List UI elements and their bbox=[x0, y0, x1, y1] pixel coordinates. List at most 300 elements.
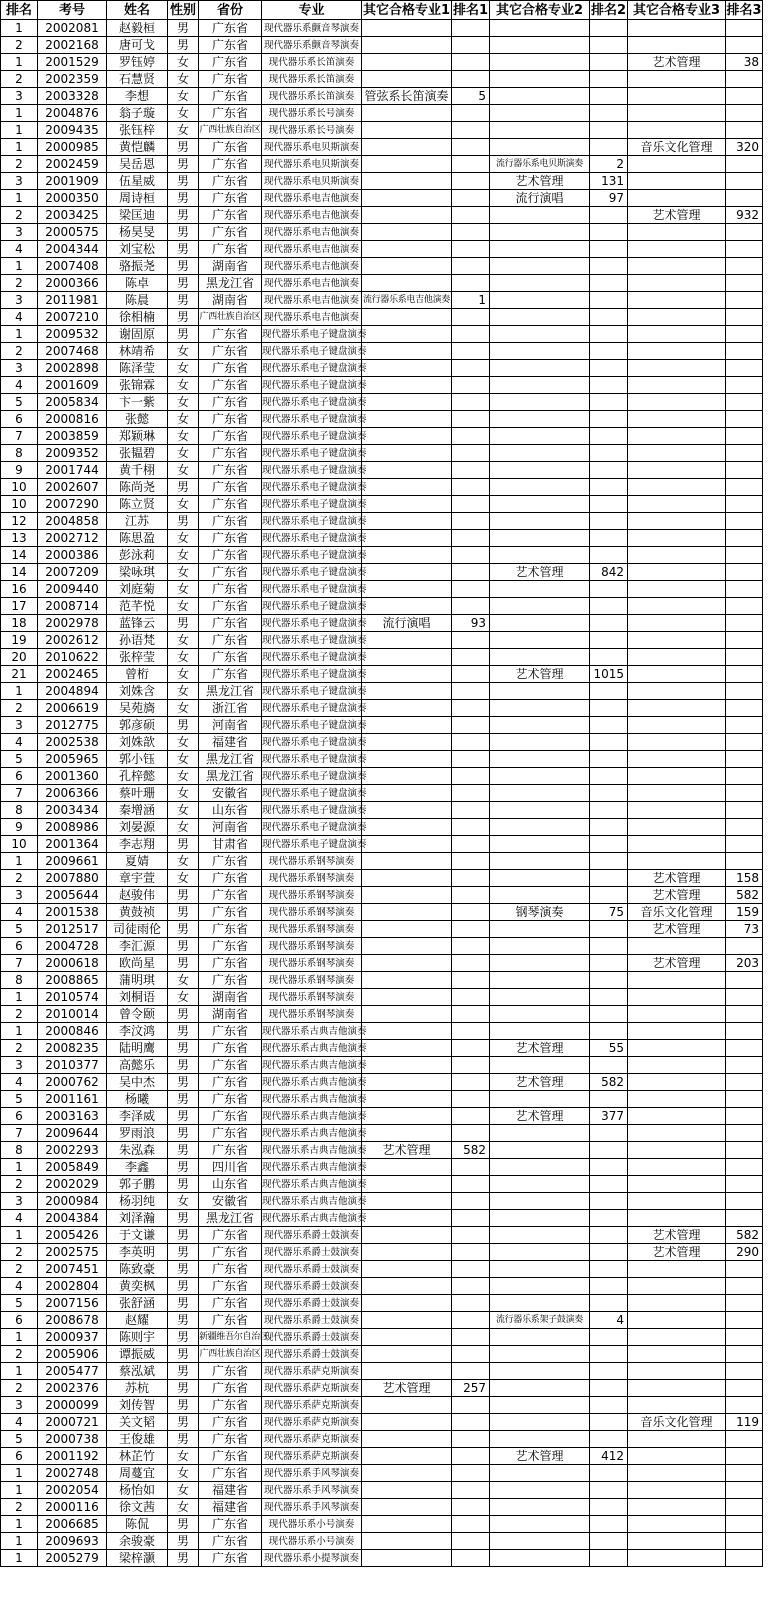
cell-exam-id: 2000386 bbox=[38, 547, 107, 564]
cell-other-major-1 bbox=[362, 1261, 452, 1278]
cell-other-major-2 bbox=[490, 37, 590, 54]
cell-name: 李汇源 bbox=[107, 938, 168, 955]
cell-major: 现代器乐系电子键盘演奏 bbox=[262, 445, 362, 462]
cell-rank-1 bbox=[452, 717, 490, 734]
cell-province: 黑龙江省 bbox=[199, 1210, 262, 1227]
cell-exam-id: 2004858 bbox=[38, 513, 107, 530]
cell-other-major-3: 艺术管理 bbox=[628, 54, 726, 71]
cell-rank: 2 bbox=[1, 1040, 38, 1057]
cell-province: 广东省 bbox=[199, 1108, 262, 1125]
cell-rank-2 bbox=[590, 530, 628, 547]
header-other-major-3: 其它合格专业3 bbox=[628, 1, 726, 20]
cell-rank-3 bbox=[726, 173, 763, 190]
cell-major: 现代器乐系电贝斯演奏 bbox=[262, 139, 362, 156]
cell-other-major-3 bbox=[628, 1074, 726, 1091]
cell-rank: 4 bbox=[1, 309, 38, 326]
cell-name: 郭小钰 bbox=[107, 751, 168, 768]
cell-other-major-3 bbox=[628, 173, 726, 190]
cell-other-major-3 bbox=[628, 88, 726, 105]
table-row bbox=[1, 309, 763, 326]
cell-name: 陈致豪 bbox=[107, 1261, 168, 1278]
cell-other-major-2 bbox=[490, 394, 590, 411]
cell-rank: 16 bbox=[1, 581, 38, 598]
cell-other-major-1 bbox=[362, 71, 452, 88]
cell-province: 广东省 bbox=[199, 955, 262, 972]
cell-other-major-1 bbox=[362, 1193, 452, 1210]
table-row bbox=[1, 547, 763, 564]
cell-rank: 5 bbox=[1, 394, 38, 411]
cell-major: 现代器乐系电子键盘演奏 bbox=[262, 377, 362, 394]
cell-rank-3: 73 bbox=[726, 921, 763, 938]
cell-other-major-2 bbox=[490, 836, 590, 853]
cell-gender: 女 bbox=[168, 972, 199, 989]
cell-exam-id: 2002465 bbox=[38, 666, 107, 683]
cell-exam-id: 2009532 bbox=[38, 326, 107, 343]
cell-rank-2 bbox=[590, 139, 628, 156]
cell-major: 现代器乐系电贝斯演奏 bbox=[262, 156, 362, 173]
cell-major: 现代器乐系电子键盘演奏 bbox=[262, 649, 362, 666]
cell-rank: 5 bbox=[1, 1295, 38, 1312]
table-row bbox=[1, 156, 763, 173]
cell-rank: 1 bbox=[1, 989, 38, 1006]
cell-exam-id: 2009440 bbox=[38, 581, 107, 598]
cell-rank: 4 bbox=[1, 734, 38, 751]
cell-exam-id: 2002293 bbox=[38, 1142, 107, 1159]
cell-rank-2 bbox=[590, 1516, 628, 1533]
cell-exam-id: 2007156 bbox=[38, 1295, 107, 1312]
cell-other-major-3 bbox=[628, 411, 726, 428]
cell-other-major-2 bbox=[490, 54, 590, 71]
cell-rank-2 bbox=[590, 309, 628, 326]
cell-rank-1 bbox=[452, 1210, 490, 1227]
cell-gender: 男 bbox=[168, 20, 199, 37]
cell-rank: 5 bbox=[1, 751, 38, 768]
cell-gender: 女 bbox=[168, 547, 199, 564]
cell-province: 广东省 bbox=[199, 479, 262, 496]
cell-major: 现代器乐系电子键盘演奏 bbox=[262, 343, 362, 360]
cell-name: 李英明 bbox=[107, 1244, 168, 1261]
cell-province: 广东省 bbox=[199, 1244, 262, 1261]
cell-major: 现代器乐系古典吉他演奏 bbox=[262, 1057, 362, 1074]
cell-other-major-1 bbox=[362, 785, 452, 802]
cell-name: 唐可戈 bbox=[107, 37, 168, 54]
cell-other-major-1 bbox=[362, 326, 452, 343]
cell-gender: 男 bbox=[168, 1312, 199, 1329]
cell-gender: 女 bbox=[168, 853, 199, 870]
cell-other-major-2: 流行演唱 bbox=[490, 190, 590, 207]
cell-name: 章宇萱 bbox=[107, 870, 168, 887]
cell-rank: 1 bbox=[1, 1533, 38, 1550]
cell-province: 山东省 bbox=[199, 802, 262, 819]
cell-other-major-1: 管弦系长笛演奏 bbox=[362, 88, 452, 105]
cell-name: 翁子璇 bbox=[107, 105, 168, 122]
cell-rank-2: 2 bbox=[590, 156, 628, 173]
cell-other-major-1 bbox=[362, 972, 452, 989]
cell-other-major-2 bbox=[490, 870, 590, 887]
cell-rank-3 bbox=[726, 1482, 763, 1499]
cell-major: 现代器乐系萨克斯演奏 bbox=[262, 1414, 362, 1431]
cell-other-major-2 bbox=[490, 258, 590, 275]
cell-other-major-2 bbox=[490, 1125, 590, 1142]
cell-exam-id: 2002748 bbox=[38, 1465, 107, 1482]
cell-province: 广东省 bbox=[199, 615, 262, 632]
cell-rank-2 bbox=[590, 1125, 628, 1142]
cell-name: 梁匡迪 bbox=[107, 207, 168, 224]
cell-other-major-3 bbox=[628, 445, 726, 462]
cell-other-major-3 bbox=[628, 547, 726, 564]
cell-rank: 1 bbox=[1, 190, 38, 207]
cell-exam-id: 2008235 bbox=[38, 1040, 107, 1057]
cell-rank-2 bbox=[590, 1414, 628, 1431]
cell-gender: 男 bbox=[168, 1142, 199, 1159]
cell-other-major-1 bbox=[362, 1346, 452, 1363]
cell-major: 现代器乐系小号演奏 bbox=[262, 1533, 362, 1550]
cell-gender: 女 bbox=[168, 360, 199, 377]
cell-rank-2 bbox=[590, 1533, 628, 1550]
cell-rank-2: 131 bbox=[590, 173, 628, 190]
cell-rank-3 bbox=[726, 1193, 763, 1210]
cell-rank: 6 bbox=[1, 411, 38, 428]
cell-gender: 男 bbox=[168, 921, 199, 938]
cell-rank-3 bbox=[726, 734, 763, 751]
cell-other-major-1 bbox=[362, 819, 452, 836]
cell-rank-1: 582 bbox=[452, 1142, 490, 1159]
cell-rank: 8 bbox=[1, 972, 38, 989]
cell-rank-1 bbox=[452, 54, 490, 71]
cell-rank-2 bbox=[590, 343, 628, 360]
cell-other-major-3 bbox=[628, 1091, 726, 1108]
cell-rank-1 bbox=[452, 683, 490, 700]
table-row bbox=[1, 513, 763, 530]
cell-exam-id: 2002359 bbox=[38, 71, 107, 88]
cell-rank-2 bbox=[590, 547, 628, 564]
cell-province: 福建省 bbox=[199, 734, 262, 751]
cell-major: 现代器乐系手风琴演奏 bbox=[262, 1499, 362, 1516]
cell-rank: 2 bbox=[1, 1261, 38, 1278]
cell-other-major-1 bbox=[362, 564, 452, 581]
cell-other-major-2 bbox=[490, 1346, 590, 1363]
cell-rank: 2 bbox=[1, 1380, 38, 1397]
cell-major: 现代器乐系长笛演奏 bbox=[262, 71, 362, 88]
cell-rank-3 bbox=[726, 428, 763, 445]
cell-other-major-2: 艺术管理 bbox=[490, 666, 590, 683]
cell-rank-3 bbox=[726, 105, 763, 122]
cell-province: 广东省 bbox=[199, 224, 262, 241]
cell-rank-1 bbox=[452, 734, 490, 751]
cell-rank-2 bbox=[590, 989, 628, 1006]
cell-gender: 女 bbox=[168, 1193, 199, 1210]
cell-rank-2 bbox=[590, 20, 628, 37]
cell-gender: 男 bbox=[168, 1363, 199, 1380]
cell-name: 王俊雄 bbox=[107, 1431, 168, 1448]
cell-rank-3: 290 bbox=[726, 1244, 763, 1261]
cell-other-major-3 bbox=[628, 1431, 726, 1448]
cell-rank: 8 bbox=[1, 802, 38, 819]
cell-province: 甘肃省 bbox=[199, 836, 262, 853]
table-row bbox=[1, 139, 763, 156]
cell-other-major-3: 艺术管理 bbox=[628, 870, 726, 887]
cell-name: 余骏豪 bbox=[107, 1533, 168, 1550]
cell-rank: 9 bbox=[1, 462, 38, 479]
cell-province: 广东省 bbox=[199, 343, 262, 360]
cell-exam-id: 2006685 bbox=[38, 1516, 107, 1533]
cell-gender: 男 bbox=[168, 938, 199, 955]
cell-other-major-3: 艺术管理 bbox=[628, 1244, 726, 1261]
cell-rank-2 bbox=[590, 1193, 628, 1210]
cell-other-major-2 bbox=[490, 20, 590, 37]
cell-other-major-1 bbox=[362, 360, 452, 377]
table-row bbox=[1, 411, 763, 428]
cell-exam-id: 2012775 bbox=[38, 717, 107, 734]
cell-rank-3 bbox=[726, 853, 763, 870]
cell-province: 广西壮族自治区 bbox=[199, 1346, 262, 1363]
cell-rank-1 bbox=[452, 1516, 490, 1533]
cell-other-major-1 bbox=[362, 1397, 452, 1414]
cell-name: 彭泳莉 bbox=[107, 547, 168, 564]
cell-major: 现代器乐系长号演奏 bbox=[262, 105, 362, 122]
table-row bbox=[1, 258, 763, 275]
table-row bbox=[1, 1040, 763, 1057]
cell-gender: 男 bbox=[168, 1380, 199, 1397]
cell-gender: 男 bbox=[168, 1261, 199, 1278]
cell-other-major-1 bbox=[362, 734, 452, 751]
cell-name: 周蔓宜 bbox=[107, 1465, 168, 1482]
cell-rank-2 bbox=[590, 785, 628, 802]
cell-other-major-2 bbox=[490, 1278, 590, 1295]
cell-other-major-2 bbox=[490, 1533, 590, 1550]
cell-name: 欧尚星 bbox=[107, 955, 168, 972]
cell-province: 广东省 bbox=[199, 496, 262, 513]
cell-name: 刘宝松 bbox=[107, 241, 168, 258]
cell-province: 河南省 bbox=[199, 819, 262, 836]
cell-rank-2 bbox=[590, 411, 628, 428]
cell-name: 林芷竹 bbox=[107, 1448, 168, 1465]
cell-rank-2 bbox=[590, 1431, 628, 1448]
cell-name: 张韫碧 bbox=[107, 445, 168, 462]
cell-rank-3 bbox=[726, 224, 763, 241]
cell-other-major-3 bbox=[628, 275, 726, 292]
cell-name: 李鑫 bbox=[107, 1159, 168, 1176]
cell-province: 安徽省 bbox=[199, 1193, 262, 1210]
cell-rank-3 bbox=[726, 1380, 763, 1397]
cell-other-major-1 bbox=[362, 1499, 452, 1516]
cell-gender: 男 bbox=[168, 1091, 199, 1108]
cell-major: 现代器乐系古典吉他演奏 bbox=[262, 1142, 362, 1159]
cell-rank-3 bbox=[726, 1091, 763, 1108]
cell-name: 赵骏伟 bbox=[107, 887, 168, 904]
table-row bbox=[1, 1516, 763, 1533]
cell-rank-1 bbox=[452, 224, 490, 241]
cell-gender: 女 bbox=[168, 1499, 199, 1516]
cell-other-major-1 bbox=[362, 1074, 452, 1091]
cell-major: 现代器乐系古典吉他演奏 bbox=[262, 1040, 362, 1057]
cell-other-major-1 bbox=[362, 581, 452, 598]
cell-rank-1 bbox=[452, 411, 490, 428]
cell-province: 广东省 bbox=[199, 887, 262, 904]
cell-rank: 4 bbox=[1, 1210, 38, 1227]
cell-name: 黄恺麟 bbox=[107, 139, 168, 156]
table-row bbox=[1, 292, 763, 309]
cell-other-major-3 bbox=[628, 598, 726, 615]
cell-other-major-1 bbox=[362, 377, 452, 394]
cell-other-major-3: 艺术管理 bbox=[628, 955, 726, 972]
cell-other-major-2 bbox=[490, 615, 590, 632]
cell-rank: 4 bbox=[1, 1414, 38, 1431]
cell-other-major-1 bbox=[362, 1312, 452, 1329]
cell-rank-3 bbox=[726, 377, 763, 394]
table-row bbox=[1, 462, 763, 479]
cell-name: 杨怡如 bbox=[107, 1482, 168, 1499]
cell-major: 现代器乐系古典吉他演奏 bbox=[262, 1091, 362, 1108]
cell-other-major-3 bbox=[628, 1363, 726, 1380]
cell-other-major-1 bbox=[362, 479, 452, 496]
cell-province: 广东省 bbox=[199, 1397, 262, 1414]
cell-rank-2 bbox=[590, 853, 628, 870]
cell-gender: 女 bbox=[168, 700, 199, 717]
cell-rank: 6 bbox=[1, 1448, 38, 1465]
cell-rank-2 bbox=[590, 292, 628, 309]
cell-major: 现代器乐系爵士鼓演奏 bbox=[262, 1329, 362, 1346]
cell-major: 现代器乐系长笛演奏 bbox=[262, 54, 362, 71]
cell-other-major-1 bbox=[362, 802, 452, 819]
cell-rank-1 bbox=[452, 819, 490, 836]
cell-other-major-2: 艺术管理 bbox=[490, 173, 590, 190]
cell-other-major-3: 艺术管理 bbox=[628, 921, 726, 938]
cell-rank-1 bbox=[452, 802, 490, 819]
cell-exam-id: 2009644 bbox=[38, 1125, 107, 1142]
table-row bbox=[1, 1159, 763, 1176]
cell-rank: 2 bbox=[1, 1006, 38, 1023]
cell-exam-id: 2002054 bbox=[38, 1482, 107, 1499]
cell-province: 广东省 bbox=[199, 649, 262, 666]
cell-major: 现代器乐系电子键盘演奏 bbox=[262, 547, 362, 564]
cell-rank-3 bbox=[726, 1499, 763, 1516]
table-row bbox=[1, 700, 763, 717]
cell-exam-id: 2000937 bbox=[38, 1329, 107, 1346]
cell-gender: 女 bbox=[168, 428, 199, 445]
cell-rank-3 bbox=[726, 632, 763, 649]
cell-major: 现代器乐系电子键盘演奏 bbox=[262, 768, 362, 785]
cell-rank-1 bbox=[452, 173, 490, 190]
cell-rank-3 bbox=[726, 547, 763, 564]
cell-other-major-3 bbox=[628, 394, 726, 411]
cell-other-major-1 bbox=[362, 955, 452, 972]
cell-major: 现代器乐系电子键盘演奏 bbox=[262, 717, 362, 734]
cell-name: 高懿乐 bbox=[107, 1057, 168, 1074]
header-major: 专业 bbox=[262, 1, 362, 20]
cell-other-major-2 bbox=[490, 1465, 590, 1482]
cell-gender: 男 bbox=[168, 326, 199, 343]
cell-name: 杨曦 bbox=[107, 1091, 168, 1108]
cell-exam-id: 2008986 bbox=[38, 819, 107, 836]
table-row bbox=[1, 1261, 763, 1278]
cell-name: 蔡泓斌 bbox=[107, 1363, 168, 1380]
cell-gender: 女 bbox=[168, 462, 199, 479]
cell-rank-2 bbox=[590, 938, 628, 955]
cell-major: 现代器乐系爵士鼓演奏 bbox=[262, 1295, 362, 1312]
cell-rank-3 bbox=[726, 394, 763, 411]
cell-rank-3: 582 bbox=[726, 887, 763, 904]
cell-rank: 2 bbox=[1, 156, 38, 173]
cell-exam-id: 2002168 bbox=[38, 37, 107, 54]
cell-other-major-1 bbox=[362, 904, 452, 921]
cell-major: 现代器乐系电子键盘演奏 bbox=[262, 819, 362, 836]
cell-other-major-2 bbox=[490, 1210, 590, 1227]
cell-other-major-3 bbox=[628, 326, 726, 343]
cell-rank-1 bbox=[452, 1074, 490, 1091]
cell-major: 现代器乐系电吉他演奏 bbox=[262, 241, 362, 258]
cell-name: 杨羽纯 bbox=[107, 1193, 168, 1210]
cell-exam-id: 2001609 bbox=[38, 377, 107, 394]
cell-name: 陈卓 bbox=[107, 275, 168, 292]
cell-rank: 4 bbox=[1, 1278, 38, 1295]
cell-exam-id: 2002898 bbox=[38, 360, 107, 377]
cell-rank-2 bbox=[590, 224, 628, 241]
cell-other-major-1 bbox=[362, 751, 452, 768]
table-row bbox=[1, 819, 763, 836]
cell-other-major-2 bbox=[490, 122, 590, 139]
cell-major: 现代器乐系古典吉他演奏 bbox=[262, 1176, 362, 1193]
table-row bbox=[1, 887, 763, 904]
cell-major: 现代器乐系电子键盘演奏 bbox=[262, 785, 362, 802]
cell-province: 广东省 bbox=[199, 1091, 262, 1108]
cell-rank: 3 bbox=[1, 173, 38, 190]
cell-province: 广东省 bbox=[199, 1261, 262, 1278]
cell-rank-2 bbox=[590, 717, 628, 734]
cell-other-major-1: 艺术管理 bbox=[362, 1142, 452, 1159]
cell-other-major-3 bbox=[628, 479, 726, 496]
cell-other-major-1 bbox=[362, 887, 452, 904]
cell-other-major-1 bbox=[362, 1227, 452, 1244]
cell-other-major-3 bbox=[628, 258, 726, 275]
cell-rank: 10 bbox=[1, 836, 38, 853]
cell-other-major-1 bbox=[362, 173, 452, 190]
cell-rank-2 bbox=[590, 921, 628, 938]
cell-rank-3 bbox=[726, 1142, 763, 1159]
cell-rank-2 bbox=[590, 71, 628, 88]
cell-major: 现代器乐系电吉他演奏 bbox=[262, 309, 362, 326]
table-row bbox=[1, 1125, 763, 1142]
cell-other-major-3 bbox=[628, 1176, 726, 1193]
cell-name: 陈尚尧 bbox=[107, 479, 168, 496]
cell-rank-1 bbox=[452, 1482, 490, 1499]
cell-province: 广东省 bbox=[199, 1380, 262, 1397]
cell-other-major-1 bbox=[362, 1040, 452, 1057]
cell-exam-id: 2003425 bbox=[38, 207, 107, 224]
cell-other-major-3 bbox=[628, 462, 726, 479]
table-row bbox=[1, 360, 763, 377]
cell-rank-3 bbox=[726, 1550, 763, 1567]
cell-rank-3 bbox=[726, 768, 763, 785]
cell-other-major-2 bbox=[490, 1482, 590, 1499]
cell-name: 郑颖琳 bbox=[107, 428, 168, 445]
cell-name: 骆振尧 bbox=[107, 258, 168, 275]
cell-gender: 男 bbox=[168, 1550, 199, 1567]
cell-rank-3: 119 bbox=[726, 1414, 763, 1431]
cell-rank-2 bbox=[590, 887, 628, 904]
cell-other-major-2 bbox=[490, 1329, 590, 1346]
cell-province: 广东省 bbox=[199, 1448, 262, 1465]
cell-other-major-3 bbox=[628, 1533, 726, 1550]
cell-province: 广东省 bbox=[199, 1312, 262, 1329]
cell-province: 山东省 bbox=[199, 1176, 262, 1193]
cell-gender: 男 bbox=[168, 1125, 199, 1142]
cell-gender: 男 bbox=[168, 190, 199, 207]
cell-rank-1 bbox=[452, 1312, 490, 1329]
cell-rank-1: 1 bbox=[452, 292, 490, 309]
cell-rank-1 bbox=[452, 105, 490, 122]
cell-rank-3 bbox=[726, 1210, 763, 1227]
